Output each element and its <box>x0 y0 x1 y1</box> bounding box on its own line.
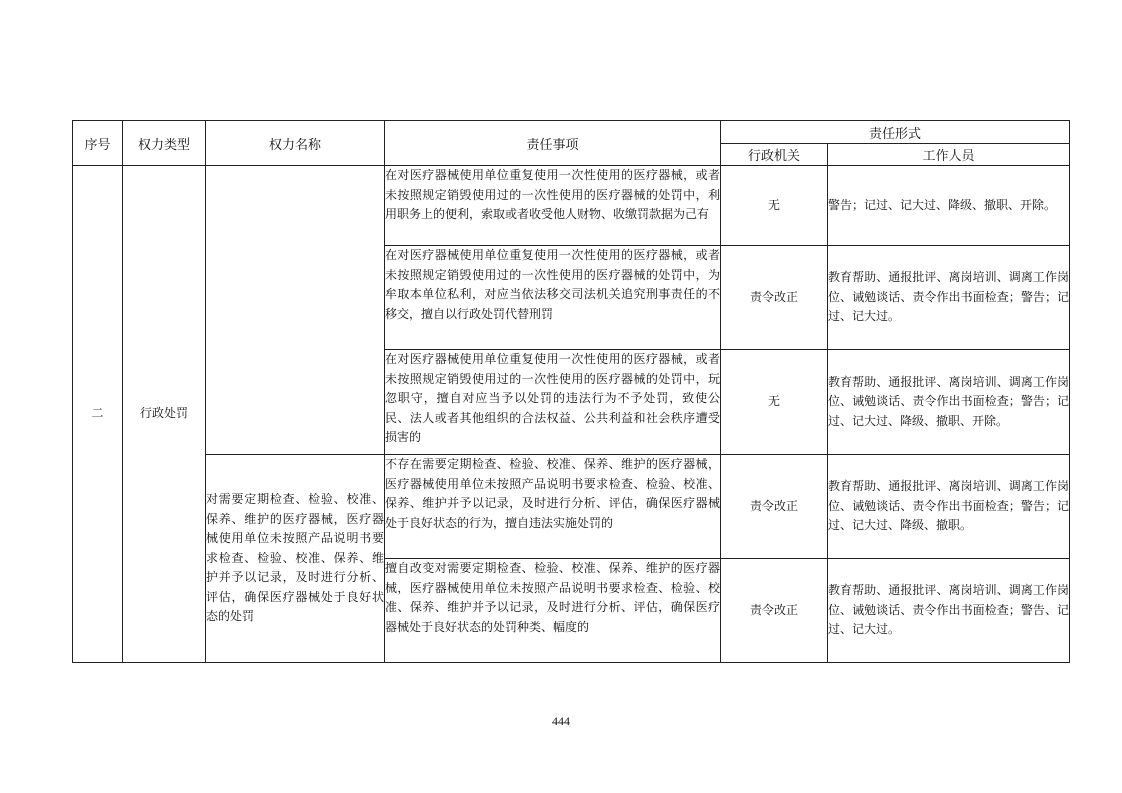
header-form: 责任形式 <box>721 121 1070 144</box>
page-number: 444 <box>552 714 570 728</box>
cell-staff: 警告；记过、记大过、降级、撤职、开除。 <box>828 166 1070 246</box>
header-org: 行政机关 <box>721 144 828 166</box>
cell-power-type: 行政处罚 <box>123 166 206 663</box>
header-power-name: 权力名称 <box>206 121 385 166</box>
cell-duty: 在对医疗器械使用单位重复使用一次性使用的医疗器械，或者未按照规定销毁使用过的一次性使用的医疗器械的处罚中，玩忽职守，擅自对应当予以处罚的违法行为不予处罚，致使公民、法人或者其他组织的合法权益、公共利益和社会秩序遭受损害的 <box>385 350 721 455</box>
cell-staff: 教育帮助、通报批评、离岗培训、调离工作岗位、诫勉谈话、责令作出书面检查；警告、记过、记大过。 <box>828 559 1070 663</box>
header-seq: 序号 <box>73 121 123 166</box>
cell-staff: 教育帮助、通报批评、离岗培训、调离工作岗位、诫勉谈话、责令作出书面检查；警告；记过、记大过、降级、撤职、开除。 <box>828 350 1070 455</box>
cell-duty: 在对医疗器械使用单位重复使用一次性使用的医疗器械，或者未按照规定销毁使用过的一次性使用的医疗器械的处罚中，为牟取本单位私利，对应当依法移交司法机关追究刑事责任的不移交，擅自以行政处罚代替刑罚 <box>385 246 721 350</box>
cell-power-name-1 <box>206 166 385 455</box>
cell-seq: 二 <box>73 166 123 663</box>
cell-power-name-2: 对需要定期检查、检验、校准、保养、维护的医疗器械，医疗器械使用单位未按照产品说明书要求检查、检验、校准、保养、维护并予以记录，及时进行分析、评估，确保医疗器械处于良好状态的处罚 <box>206 455 385 663</box>
header-duty: 责任事项 <box>385 121 721 166</box>
cell-org: 责令改正 <box>721 559 828 663</box>
cell-staff: 教育帮助、通报批评、离岗培训、调离工作岗位、诫勉谈话、责令作出书面检查；警告；记过、记大过、降级、撤职。 <box>828 455 1070 559</box>
table-row <box>73 455 1070 559</box>
cell-org: 责令改正 <box>721 246 828 350</box>
responsibility-table <box>72 120 1070 663</box>
cell-org: 无 <box>721 350 828 455</box>
cell-staff: 教育帮助、通报批评、离岗培训、调离工作岗位、诫勉谈话、责令作出书面检查；警告；记过、记大过。 <box>828 246 1070 350</box>
cell-duty: 擅自改变对需要定期检查、检验、校准、保养、维护的医疗器械，医疗器械使用单位未按照产品说明书要求检查、检验、校准、保养、维护并予以记录，及时进行分析、评估，确保医疗器械处于良好状态的处罚种类、幅度的 <box>385 559 721 663</box>
table-row <box>73 166 1070 246</box>
header-power-type: 权力类型 <box>123 121 206 166</box>
header-staff: 工作人员 <box>828 144 1070 166</box>
cell-duty: 不存在需要定期检查、检验、校准、保养、维护的医疗器械，医疗器械使用单位未按照产品说明书要求检查、检验、校准、保养、维护并予以记录，及时进行分析、评估，确保医疗器械处于良好状态的行为，擅自违法实施处罚的 <box>385 455 721 559</box>
cell-org: 责令改正 <box>721 455 828 559</box>
cell-duty: 在对医疗器械使用单位重复使用一次性使用的医疗器械，或者未按照规定销毁使用过的一次性使用的医疗器械的处罚中，利用职务上的便利，索取或者收受他人财物、收缴罚款据为己有 <box>385 166 721 246</box>
cell-org: 无 <box>721 166 828 246</box>
